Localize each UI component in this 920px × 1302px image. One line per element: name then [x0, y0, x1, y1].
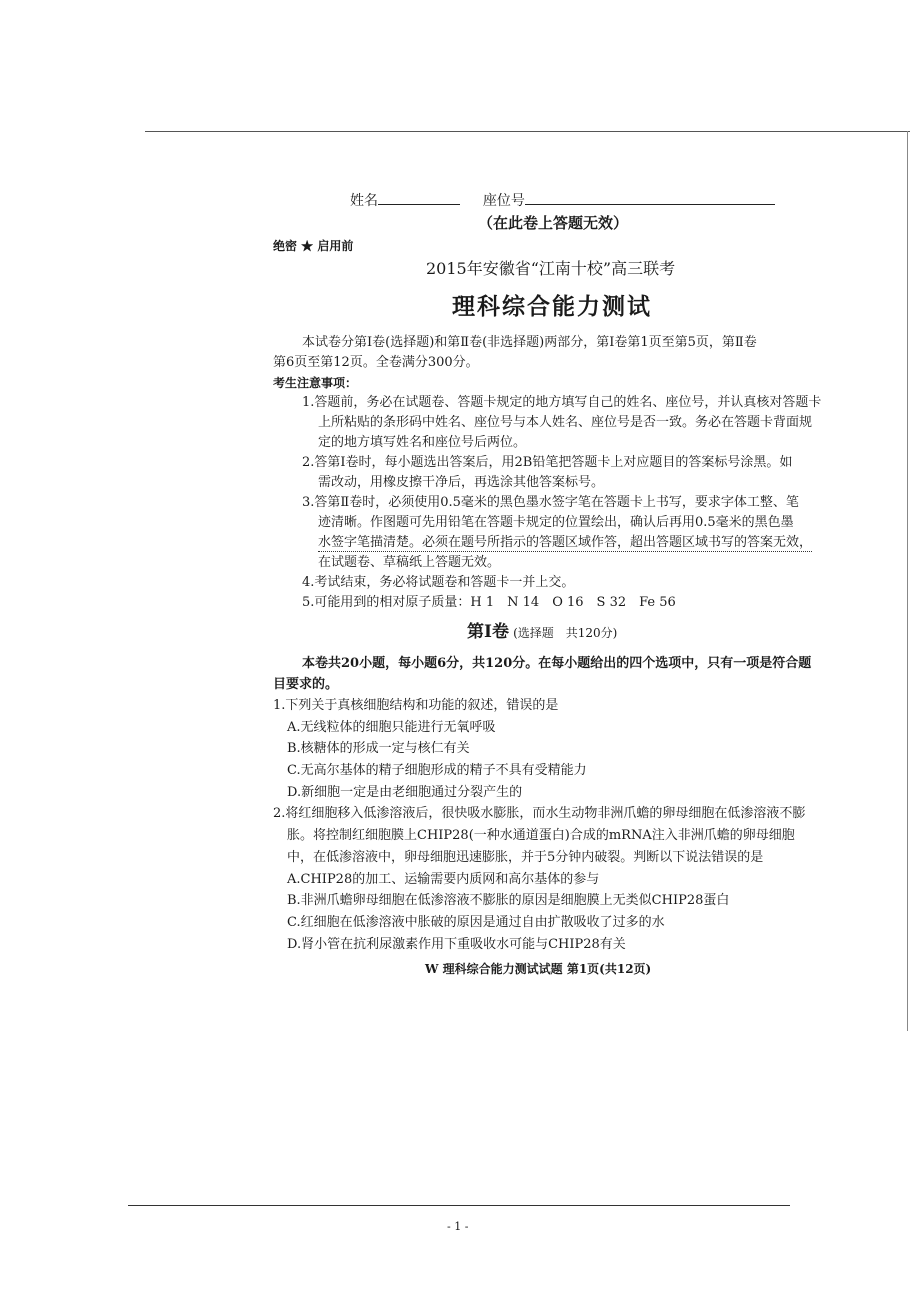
note-line: 3.答第Ⅱ卷时，必须使用0.5毫米的黑色墨水签字笔在答题卡上书写，要求字体工整、笔	[302, 495, 799, 510]
section-instruction-line-1: 本卷共20小题，每小题6分，共120分。在每小题给出的四个选项中，只有一项是符合题	[302, 656, 812, 671]
note-line: 迹清晰。作图题可先用铅笔在答题卡规定的位置绘出，确认后再用0.5毫米的黑色墨	[318, 515, 794, 530]
note-line: 上所粘贴的条形码中姓名、座位号与本人姓名、座位号是否一致。务必在答题卡背面规	[318, 415, 813, 430]
page-number: - 1 -	[447, 1220, 469, 1233]
section-heading	[467, 622, 617, 644]
question-1-option-a: A.无线粒体的细胞只能进行无氧呼吸	[287, 720, 496, 735]
note-line: 2.答第Ⅰ卷时，每小题选出答案后，用2B铅笔把答题卡上对应题目的答案标号涂黑。如	[302, 455, 793, 470]
question-1-option-c: C.无高尔基体的精子细胞形成的精子不具有受精能力	[287, 763, 587, 778]
note-line: 定的地方填写姓名和座位号后两位。	[318, 435, 527, 450]
question-1-stem: 1.下列关于真核细胞结构和功能的叙述，错误的是	[273, 698, 559, 713]
note-line: 在试题卷、草稿纸上答题无效。	[318, 555, 501, 570]
question-2-stem-line-1: 2.将红细胞移入低渗溶液后，很快吸水膨胀，而水生动物非洲爪蟾的卵母细胞在低渗溶液不膨	[273, 806, 806, 821]
section-instruction-line-2: 目要求的。	[273, 677, 339, 692]
note-line: 水签字笔描清楚。必须在题号所指示的答题区域作答，超出答题区域书写的答案无效，	[318, 535, 813, 550]
question-2-stem-line-2: 胀。将控制红细胞膜上CHIP28(一种水通道蛋白)合成的mRNA注入非洲爪蟾的卵母细胞	[287, 828, 795, 843]
footer-rule	[128, 1205, 790, 1206]
section-title: 第Ⅰ卷	[467, 622, 509, 642]
question-1-option-b: B.核糖体的形成一定与核仁有关	[287, 741, 470, 756]
scan-edge-right	[907, 131, 908, 1031]
exam-title: 2015年安徽省“江南十校”高三联考	[426, 259, 676, 278]
name-blank	[378, 192, 460, 205]
question-2-option-b: B.非洲爪蟾卵母细胞在低渗溶液不膨胀的原因是细胞膜上无类似CHIP28蛋白	[287, 893, 730, 908]
page-caption: W 理科综合能力测试试题 第1页(共12页)	[425, 962, 652, 976]
section-subtitle: (选择题 共120分)	[513, 626, 618, 640]
invalid-note: （在此卷上答题无效）	[478, 214, 629, 232]
scan-edge-top	[145, 131, 910, 132]
note-line: 1.答题前，务必在试题卷、答题卡规定的地方填写自己的姓名、座位号，并认真核对答题卡	[302, 395, 822, 410]
question-2-option-c: C.红细胞在低渗溶液中胀破的原因是通过自由扩散吸收了过多的水	[287, 915, 665, 930]
intro-line-2: 第6页至第12页。全卷满分300分。	[273, 355, 479, 370]
note-line: 需改动，用橡皮擦干净后，再选涂其他答案标号。	[318, 475, 605, 490]
question-2-option-a: A.CHIP28的加工、运输需要内质网和高尔基体的参与	[287, 872, 600, 887]
note-line: 5.可能用到的相对原子质量：H 1 N 14 O 16 S 32 Fe 56	[302, 595, 676, 610]
notes-heading: 考生注意事项：	[273, 376, 358, 390]
question-1-option-d: D.新细胞一定是由老细胞通过分裂产生的	[287, 785, 523, 800]
seat-label: 座位号	[482, 193, 525, 209]
name-label: 姓名	[350, 193, 378, 209]
secret-mark: 绝密 ★ 启用前	[273, 239, 354, 253]
name-field	[350, 192, 775, 209]
note-line: 4.考试结束，务必将试题卷和答题卡一并上交。	[302, 575, 575, 590]
question-2-option-d: D.肾小管在抗利尿激素作用下重吸收水可能与CHIP28有关	[287, 937, 626, 952]
question-2-stem-line-3: 中，在低渗溶液中，卵母细胞迅速膨胀，并于5分钟内破裂。判断以下说法错误的是	[287, 850, 764, 865]
seat-blank	[525, 192, 775, 205]
intro-line-1: 本试卷分第Ⅰ卷(选择题)和第Ⅱ卷(非选择题)两部分，第Ⅰ卷第1页至第5页，第Ⅱ卷	[302, 335, 757, 350]
subject-title: 理科综合能力测试	[452, 293, 652, 320]
